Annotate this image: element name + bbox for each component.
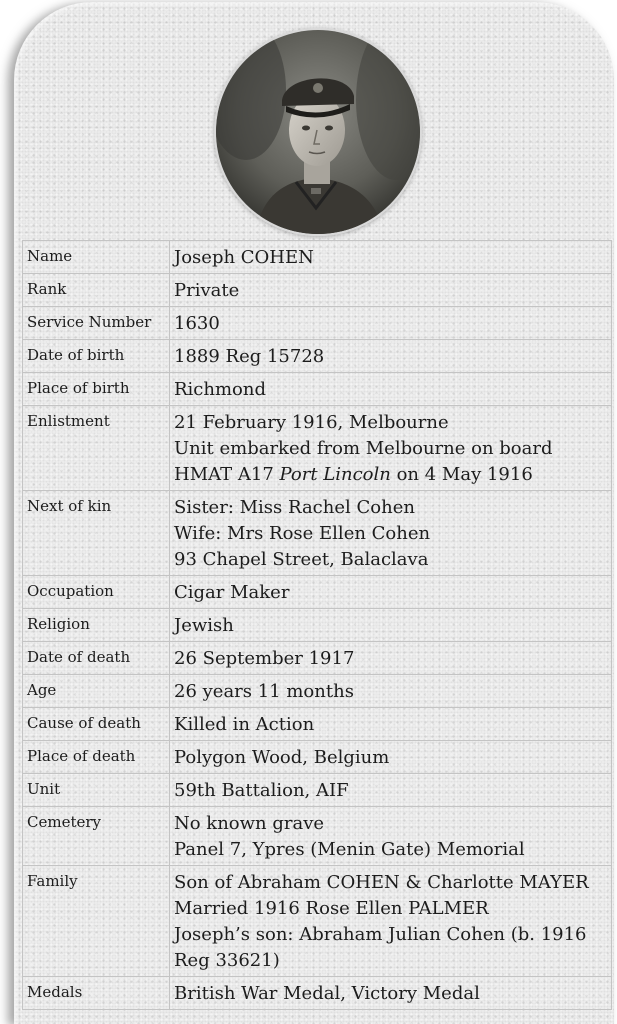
record-row-rank [23,274,612,307]
value-line: 1630 [174,313,220,334]
record-label: Place of death [23,741,170,774]
record-label: Enlistment [23,406,170,491]
soldier-portrait [214,28,422,236]
headstone-card [14,2,614,1024]
service-record-body [23,241,612,1010]
value-line: Unit embarked from Melbourne on board [174,438,553,459]
value-line: 21 February 1916, Melbourne [174,412,449,433]
record-label: Occupation [23,576,170,609]
record-row-cemetery [23,807,612,866]
record-row-date-of-birth [23,340,612,373]
record-value [170,491,612,576]
value-line: British War Medal, Victory Medal [174,983,480,1004]
record-value [170,807,612,866]
record-value [170,307,612,340]
value-line: 1889 Reg 15728 [174,346,325,367]
record-value [170,576,612,609]
record-label: Date of death [23,642,170,675]
record-label: Religion [23,609,170,642]
record-value [170,977,612,1010]
value-line: Richmond [174,379,267,400]
record-row-family [23,866,612,977]
record-row-enlistment [23,406,612,491]
record-label: Medals [23,977,170,1010]
record-row-unit [23,774,612,807]
record-label: Cemetery [23,807,170,866]
record-value [170,774,612,807]
record-value [170,340,612,373]
value-line: Married 1916 Rose Ellen PALMER [174,898,489,919]
service-record-table [22,240,612,1010]
value-line: Polygon Wood, Belgium [174,747,390,768]
record-value [170,609,612,642]
record-row-service-number [23,307,612,340]
record-label: Unit [23,774,170,807]
record-row-place-of-death [23,741,612,774]
record-value [170,675,612,708]
record-row-occupation [23,576,612,609]
ship-suffix: on 4 May 1916 [390,464,533,485]
record-label: Name [23,241,170,274]
value-line: Joseph’s son: Abraham Julian Cohen (b. 1916 Reg 33621) [174,924,587,971]
value-line: Jewish [174,615,234,636]
value-line: 26 years 11 months [174,681,354,702]
record-label: Date of birth [23,340,170,373]
value-line: Private [174,280,240,301]
value-line: Sister: Miss Rachel Cohen [174,497,415,518]
record-row-place-of-birth [23,373,612,406]
record-row-religion [23,609,612,642]
record-label: Next of kin [23,491,170,576]
record-row-age [23,675,612,708]
record-row-date-of-death [23,642,612,675]
record-row-name [23,241,612,274]
record-row-cause-of-death [23,708,612,741]
record-label: Cause of death [23,708,170,741]
record-value [170,741,612,774]
record-label: Place of birth [23,373,170,406]
value-line: Wife: Mrs Rose Ellen Cohen [174,523,431,544]
record-value [170,241,612,274]
value-line: Son of Abraham COHEN & Charlotte MAYER [174,872,589,893]
record-row-next-of-kin [23,491,612,576]
record-label: Rank [23,274,170,307]
ship-prefix: HMAT A17 [174,464,280,485]
record-value [170,274,612,307]
record-value [170,373,612,406]
value-line-ship [174,462,609,488]
record-row-medals [23,977,612,1010]
ship-name: Port Lincoln [279,464,391,485]
record-label: Age [23,675,170,708]
soldier-portrait-image [216,30,420,234]
value-line: No known grave [174,813,325,834]
value-line: Cigar Maker [174,582,290,603]
record-value [170,866,612,977]
record-value [170,406,612,491]
value-line: 93 Chapel Street, Balaclava [174,549,429,570]
value-line: 26 September 1917 [174,648,355,669]
value-line: Joseph COHEN [174,247,314,268]
record-value [170,642,612,675]
record-label: Service Number [23,307,170,340]
value-line: Killed in Action [174,714,315,735]
value-line: Panel 7, Ypres (Menin Gate) Memorial [174,839,525,860]
value-line: 59th Battalion, AIF [174,780,349,801]
record-value [170,708,612,741]
record-label: Family [23,866,170,977]
